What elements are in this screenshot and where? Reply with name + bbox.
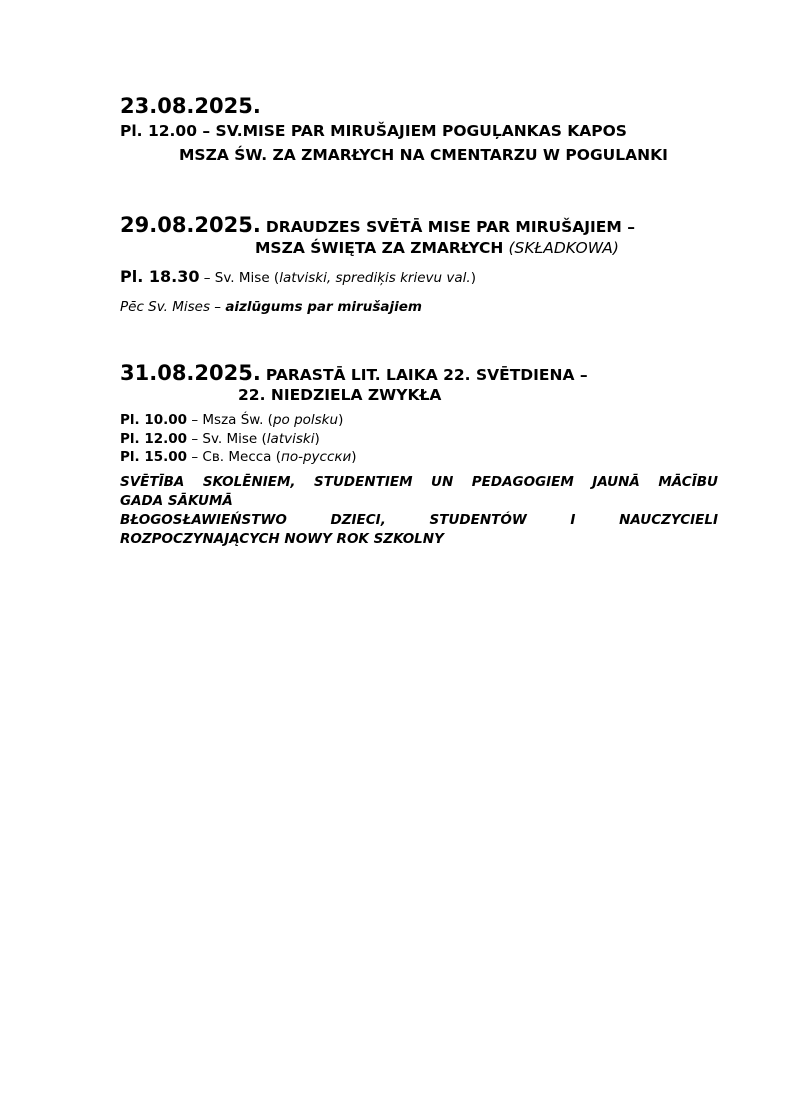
mass-language: latviski, sprediķis krievu val. — [279, 270, 471, 286]
section-title: PARASTĀ LIT. LAIKA 22. SVĒTDIENA – — [265, 366, 588, 384]
mass-time: Pl. 10.00 — [120, 412, 188, 428]
mass-desc: – Msza Św. ( — [187, 412, 273, 428]
section-29-08-title2 — [255, 238, 791, 257]
after-mass-line — [120, 296, 720, 315]
mass-desc-close: ) — [338, 412, 344, 428]
section-title: DRAUDZES SVĒTĀ MISE PAR MIRUŠAJIEM – — [265, 218, 635, 236]
mass-time: Pl. 15.00 — [120, 449, 188, 465]
mass-desc-close: ) — [314, 431, 320, 447]
mass-line-cemetery-polish: MSZA ŚW. ZA ZMARŁYCH NA CMENTARZU W POGULANKI — [179, 146, 668, 164]
mass-desc: – Sv. Mise ( — [199, 270, 280, 286]
mass-time-line — [120, 446, 720, 465]
mass-time-line — [120, 267, 720, 286]
section-23-08 — [120, 94, 720, 118]
section-date: 23.08.2025. — [120, 94, 261, 118]
section-29-08-header — [120, 213, 720, 237]
mass-line-cemetery: Pl. 12.00 – SV.MISE PAR MIRUŠAJIEM POGUĻANKAS KAPOS — [120, 122, 627, 140]
mass-language: latviski — [266, 431, 315, 447]
blessing-latvian-line2: GADA SĀKUMĀ — [120, 493, 233, 509]
mass-desc: – Св. Месса ( — [187, 449, 281, 465]
mass-language: po polsku — [272, 412, 339, 428]
mass-language: по-русски — [281, 449, 352, 465]
section-date: 31.08.2025. — [120, 361, 261, 385]
blessing-latvian-line1: SVĒTĪBA SKOLĒNIEM, STUDENTIEM UN PEDAGOGIEM JAUNĀ MĀCĪBU — [120, 474, 718, 490]
mass-time: Pl. 18.30 — [120, 267, 200, 286]
section-title-note: (SKŁADKOWA) — [508, 239, 619, 257]
section-31-08-header — [120, 361, 720, 385]
mass-desc-close: ) — [351, 449, 357, 465]
section-title-polish: MSZA ŚWIĘTA ZA ZMARŁYCH — [255, 239, 504, 257]
after-mass-prefix: Pēc Sv. Mises – — [120, 299, 226, 315]
mass-desc: – Sv. Mise ( — [187, 431, 267, 447]
mass-time-line — [120, 409, 720, 428]
section-title-polish: 22. NIEDZIELA ZWYKŁA — [238, 386, 442, 404]
section-date: 29.08.2025. — [120, 213, 261, 237]
mass-time-line — [120, 428, 720, 447]
after-mass-prayer: aizlūgums par mirušajiem — [225, 299, 422, 315]
blessing-polish-line1: BŁOGOSŁAWIEŃSTWO DZIECI, STUDENTÓW I NAUCZYCIELI — [120, 512, 718, 528]
mass-desc-close: ) — [470, 270, 476, 286]
mass-time: Pl. 12.00 — [120, 431, 188, 447]
blessing-polish-line2: ROZPOCZYNAJĄCYCH NOWY ROK SZKOLNY — [120, 531, 444, 547]
